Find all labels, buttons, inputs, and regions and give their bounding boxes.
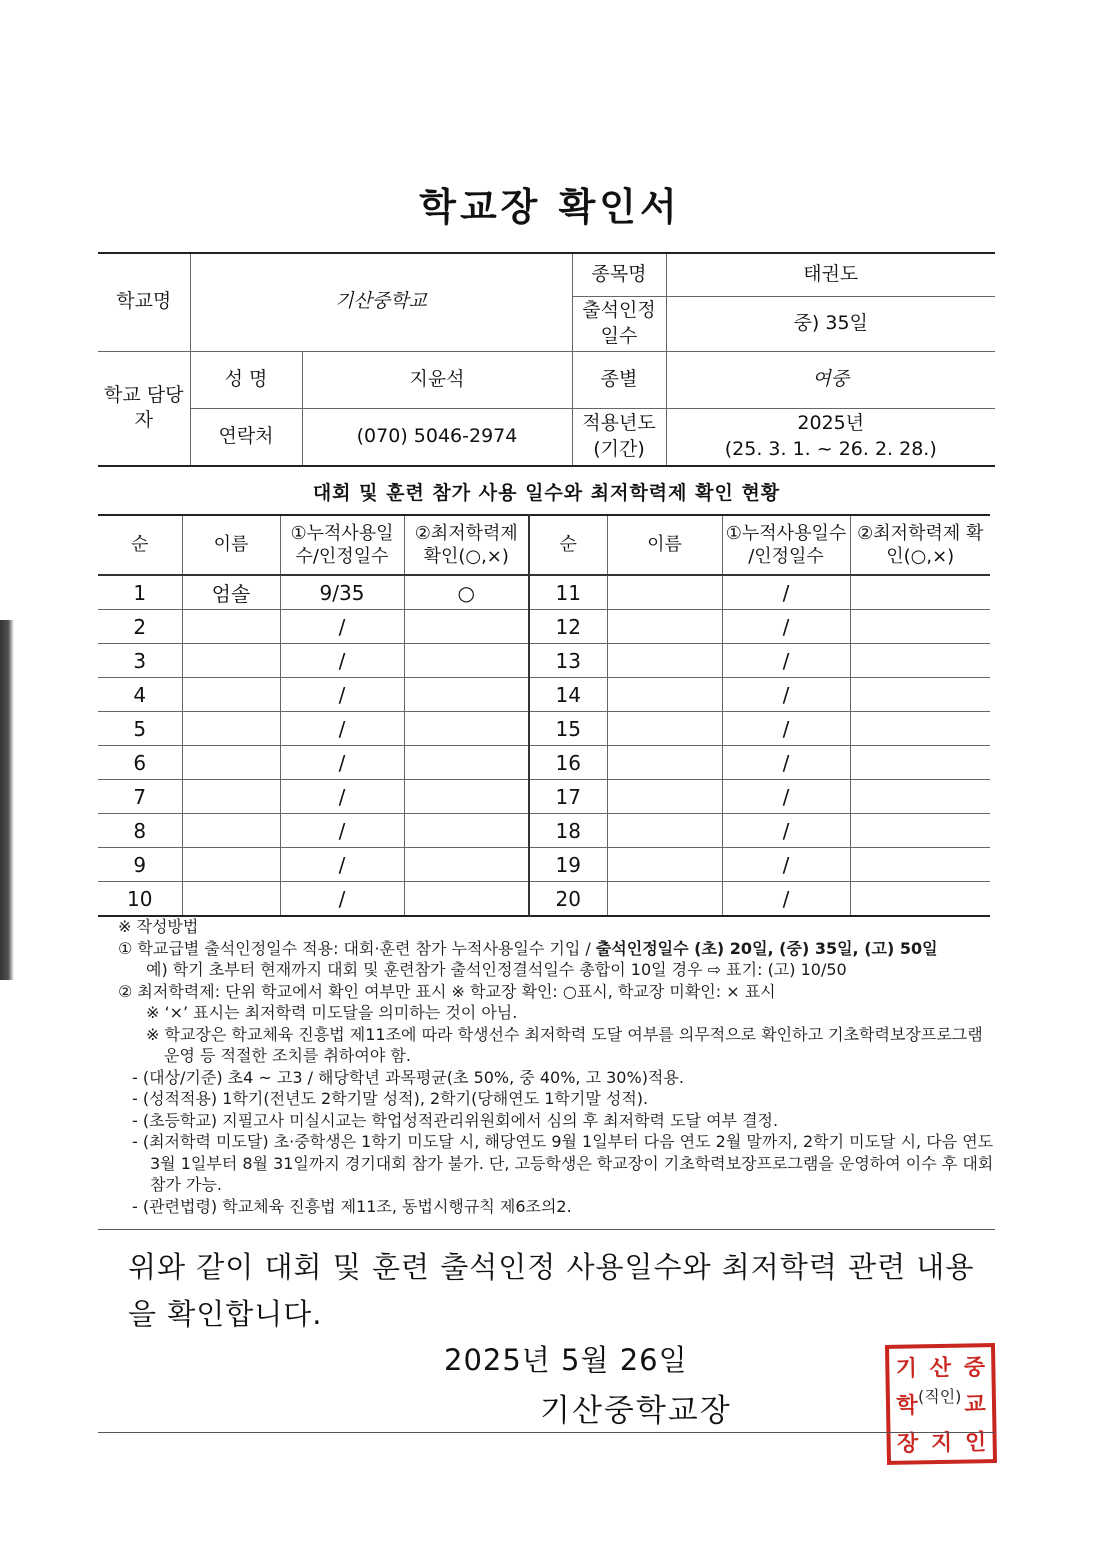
- row-check-right: [850, 575, 990, 610]
- period-range: (25. 3. 1. ~ 26. 2. 28.): [724, 437, 937, 460]
- row-check-right: [850, 712, 990, 746]
- row-no-left: 10: [98, 882, 182, 917]
- row-days-left: /: [280, 610, 404, 644]
- row-no-right: 12: [529, 610, 607, 644]
- header-name-right: 이름: [607, 515, 722, 575]
- note-1-example: 예) 학기 초부터 현재까지 대회 및 훈련참가 출석인정결석일수 총합이 10일 경우 ⇨ 표기: (고) 10/50: [146, 960, 847, 979]
- row-no-right: 20: [529, 882, 607, 917]
- attendance-days-value: 중) 35일: [666, 296, 995, 351]
- row-check-left: [404, 610, 529, 644]
- row-no-left: 5: [98, 712, 182, 746]
- row-check-right: [850, 678, 990, 712]
- scan-edge-shadow: [0, 620, 14, 980]
- roster-table: [98, 514, 990, 917]
- row-name-left: [182, 712, 280, 746]
- gender-value: 여중: [666, 351, 995, 408]
- document-title: 학교장 확인서: [419, 185, 681, 229]
- row-name-right: [607, 882, 722, 917]
- table-row: [98, 678, 990, 712]
- header-days-left: ①누적사용일 수/인정일수: [280, 515, 404, 575]
- row-days-left: /: [280, 882, 404, 917]
- sport-value: 태권도: [666, 253, 995, 296]
- note-bullet-3: - (초등학교) 지필고사 미실시교는 학업성적관리위원회에서 심의 후 최저학력 도달 여부 결정.: [132, 1110, 779, 1130]
- table-row: [98, 610, 990, 644]
- issue-date: 2025년 5월 26일: [444, 1343, 688, 1377]
- row-check-left: [404, 814, 529, 848]
- row-days-right: /: [722, 814, 850, 848]
- table-row: [98, 848, 990, 882]
- row-name-left: [182, 610, 280, 644]
- seal-mark-text: (직인): [918, 1387, 962, 1406]
- row-no-right: 18: [529, 814, 607, 848]
- row-name-left: 엄솔: [182, 575, 280, 610]
- header-check-right: ②최저학력제 확인(○,×): [850, 515, 990, 575]
- row-name-right: [607, 644, 722, 678]
- note-bullet-5: - (관련법령) 학교체육 진흥법 제11조, 동법시행규칙 제6조의2.: [132, 1196, 572, 1216]
- note-1-text: ① 학교급별 출석인정일수 적용: 대회·훈련 참가 누적사용일수 기입 /: [118, 938, 596, 958]
- table-row: [98, 644, 990, 678]
- row-check-left: [404, 644, 529, 678]
- row-check-right: [850, 848, 990, 882]
- row-days-left: /: [280, 712, 404, 746]
- row-name-right: [607, 746, 722, 780]
- row-no-left: 1: [98, 575, 182, 610]
- principal-signature-line: 기산중학교장: [540, 1393, 732, 1429]
- row-check-right: [850, 780, 990, 814]
- header-days-right: ①누적사용일수 /인정일수: [722, 515, 850, 575]
- row-check-left: [404, 780, 529, 814]
- row-days-right: /: [722, 678, 850, 712]
- row-no-left: 9: [98, 848, 182, 882]
- row-no-left: 6: [98, 746, 182, 780]
- table-row: [98, 882, 990, 917]
- staff-name-label: 성 명: [190, 351, 302, 408]
- row-name-right: [607, 678, 722, 712]
- attendance-days-label: 출석인정 일수: [572, 296, 666, 351]
- header-no-right: 순: [529, 515, 607, 575]
- row-name-left: [182, 678, 280, 712]
- gender-label: 종별: [572, 351, 666, 408]
- note-2-x-meaning: ※ ‘×’ 표시는 최저학력 미도달을 의미하는 것이 아님.: [146, 1003, 518, 1022]
- row-name-left: [182, 848, 280, 882]
- row-days-left: /: [280, 746, 404, 780]
- row-no-right: 17: [529, 780, 607, 814]
- row-check-right: [850, 746, 990, 780]
- row-name-right: [607, 780, 722, 814]
- bottom-rule: [98, 1432, 995, 1433]
- confirmation-text: 위와 같이 대회 및 훈련 출석인정 사용일수와 최저학력 관련 내용을 확인합니다.: [128, 1250, 975, 1331]
- row-no-right: 14: [529, 678, 607, 712]
- notes-bottom-rule: [98, 1229, 995, 1230]
- note-2-law: ※ 학교장은 학교체육 진흥법 제11조에 따라 학생선수 최저학력 도달 여부를 의무적으로 확인하고 기초학력보장프로그램 운영 등 적절한 조치를 취하여야 함.: [146, 1024, 983, 1065]
- row-no-right: 13: [529, 644, 607, 678]
- row-days-right: /: [722, 882, 850, 917]
- row-no-left: 8: [98, 814, 182, 848]
- row-days-left: 9/35: [280, 575, 404, 610]
- row-name-left: [182, 644, 280, 678]
- row-days-right: /: [722, 610, 850, 644]
- row-name-right: [607, 848, 722, 882]
- row-days-right: /: [722, 644, 850, 678]
- row-check-left: [404, 678, 529, 712]
- sport-label: 종목명: [572, 253, 666, 296]
- table-row: [98, 575, 990, 610]
- row-check-right: [850, 814, 990, 848]
- row-no-right: 19: [529, 848, 607, 882]
- note-1: [118, 938, 998, 960]
- section-title: 대회 및 훈련 참가 사용 일수와 최저학력제 확인 현황: [312, 482, 781, 504]
- staff-contact-value: (070) 5046-2974: [302, 408, 572, 466]
- row-days-right: /: [722, 712, 850, 746]
- row-no-left: 3: [98, 644, 182, 678]
- staff-label: 학교 담당자: [98, 351, 190, 466]
- row-check-right: [850, 610, 990, 644]
- row-no-left: 4: [98, 678, 182, 712]
- row-name-left: [182, 814, 280, 848]
- row-no-left: 2: [98, 610, 182, 644]
- row-name-right: [607, 712, 722, 746]
- row-days-left: /: [280, 644, 404, 678]
- row-name-left: [182, 746, 280, 780]
- row-days-right: /: [722, 780, 850, 814]
- period-year: 2025년: [797, 412, 865, 435]
- table-row: [98, 780, 990, 814]
- note-1-emphasis: 출석인정일수 (초) 20일, (중) 35일, (고) 50일: [595, 938, 938, 958]
- official-seal: 기 산 중 학 교 장 지 인: [885, 1343, 997, 1465]
- note-bullet-4: - (최저학력 미도달) 초·중학생은 1학기 미도달 시, 해당연도 9월 1일부터 다음 연도 2월 말까지, 2학기 미도달 시, 다음 연도 3월 1일부터 8월 31일까지 경기대회 참가 불가. 단, 고등학생은 학교장이 기초학력보장프로그램을 운영하여 이수 후 대회 참가 가능.: [132, 1132, 994, 1194]
- row-check-left: [404, 712, 529, 746]
- header-no-left: 순: [98, 515, 182, 575]
- row-days-left: /: [280, 814, 404, 848]
- school-name-value: 기산중학교: [190, 253, 572, 351]
- row-days-right: /: [722, 746, 850, 780]
- school-info-table: [98, 252, 995, 467]
- row-check-right: [850, 882, 990, 917]
- note-bullet-1: - (대상/기준) 초4 ~ 고3 / 해당학년 과목평균(초 50%, 중 40%, 고 30%)적용.: [132, 1067, 684, 1087]
- row-days-left: /: [280, 848, 404, 882]
- roster-header-row: [98, 515, 990, 575]
- row-check-left: [404, 882, 529, 917]
- row-days-left: /: [280, 678, 404, 712]
- notes-heading: ※ 작성방법: [118, 917, 199, 936]
- instructions: [118, 916, 998, 1217]
- staff-name-value: 지윤석: [302, 351, 572, 408]
- row-name-right: [607, 575, 722, 610]
- row-name-right: [607, 814, 722, 848]
- row-days-right: /: [722, 848, 850, 882]
- row-name-right: [607, 610, 722, 644]
- row-name-left: [182, 780, 280, 814]
- school-name-label: 학교명: [98, 253, 190, 351]
- note-2: ② 최저학력제: 단위 학교에서 확인 여부만 표시 ※ 학교장 확인: ○표시, 학교장 미확인: × 표시: [118, 981, 776, 1001]
- row-check-left: ○: [404, 575, 529, 610]
- row-days-left: /: [280, 780, 404, 814]
- row-check-left: [404, 848, 529, 882]
- table-row: [98, 712, 990, 746]
- row-check-left: [404, 746, 529, 780]
- table-row: [98, 746, 990, 780]
- header-check-left: ②최저학력제 확인(○,×): [404, 515, 529, 575]
- row-check-right: [850, 644, 990, 678]
- table-row: [98, 814, 990, 848]
- staff-contact-label: 연락처: [190, 408, 302, 466]
- row-no-right: 16: [529, 746, 607, 780]
- row-no-right: 15: [529, 712, 607, 746]
- period-value: [666, 408, 995, 466]
- header-name-left: 이름: [182, 515, 280, 575]
- row-no-right: 11: [529, 575, 607, 610]
- row-days-right: /: [722, 575, 850, 610]
- period-label: 적용년도 (기간): [572, 408, 666, 466]
- row-no-left: 7: [98, 780, 182, 814]
- note-bullet-2: - (성적적용) 1학기(전년도 2학기말 성적), 2학기(당해연도 1학기말 성적).: [132, 1089, 649, 1108]
- row-name-left: [182, 882, 280, 917]
